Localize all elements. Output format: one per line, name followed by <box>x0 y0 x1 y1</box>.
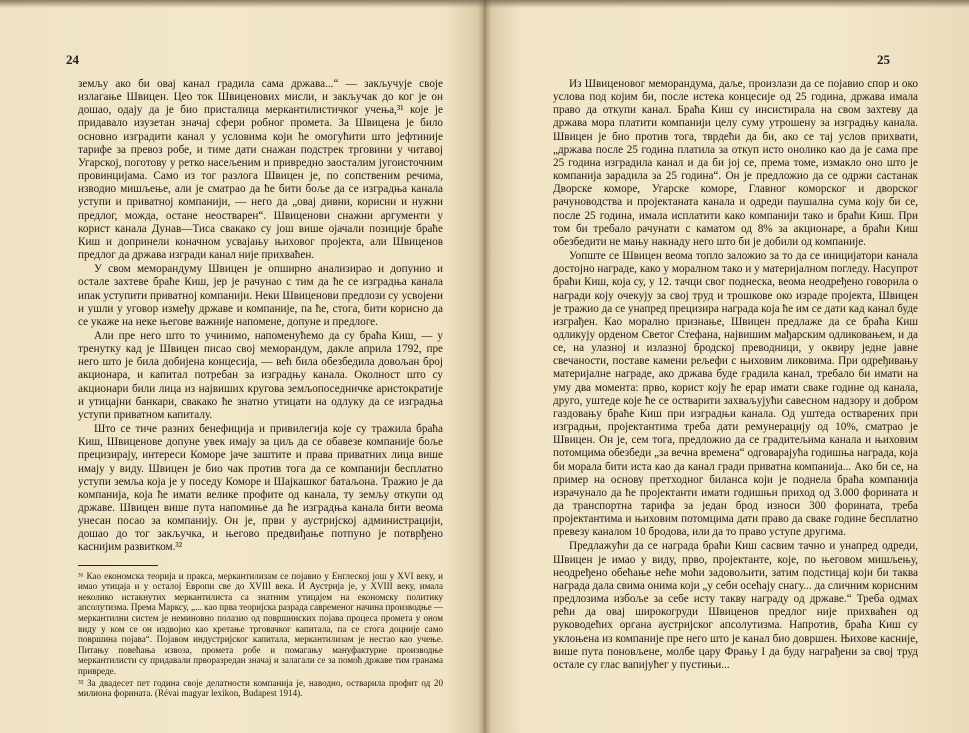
right-page <box>487 0 969 733</box>
paragraph: У свом меморандуму Швицен је опширно анализирао и допунио и остале захтеве браће Киш, јер је рачунао с тим да ће се изградња канала ипак уступити приватној компанији. Неки Швиценови предлози су усвојени и ушли у уговор између државе и компаније, па ће, стога, бити корисно да се укаже на неке његове важније напомене, допуне и предлоге. <box>78 263 443 328</box>
right-page-text <box>553 78 918 672</box>
paragraph: Из Швиценовог меморандума, даље, произлази да се појавио спор и око услова под којим би, после истека концесије од 25 година, држава имала право да откупи канал. Браћа Киш су инсистирала на свом захтеву да држава мора платити компанији целу суму утрошену за изградњу канала. Швицен је био против тога, тврдећи да би, ако се тај услов прихвати, „држава после 25 година платила за откуп исто онолико као да је сама пре 25 година изградила канал и да би јој се, према томе, измакло оно што је компанија зарадила за 25 година“. Он је предложио да се одржи састанак Дворске коморе, Угарске коморе, Главног коморског и дворског рачуноводства и пројектаната канала и одреди паушална сума коју би се, после 25 година, имала исплатити како компанији тако и браћи Киш. При том би требало рачунати с каматом од 8% за акционаре, а браћи Киш обезбедити не мању накнаду него што би је добили од компаније. <box>553 78 918 248</box>
footnote: ³¹ Као економска теорија и пракса, меркантилизам се појавио у Енглеској још у XVI веку, и имао утицаја и у осталој Европи све до XVIII века. И Аустрија је, у XVIII веку, имала неколико истакнутих меркантилиста са знатним утицајем на економску политику апсолутизма. Према Марксу, „... као прва теоријска разрада савременог начина производње — меркантилни систем је неминовно полазио од површинских појава процеса промета у оном виду у ком се он издвојио као кретање трговачког капитала, па се стога доцније само површина појава“. Појавом индустријског капитала, меркантилизам је нестао као учење. Питању повећања извоза, промета робе и помагању мануфактурне производње меркантилисти су придавали прворазредан значај и залагали се за помоћ државе тим гранама привреде. <box>78 570 443 676</box>
footnote-divider <box>78 565 158 566</box>
footnote: ³² За двадесет пет година своје делатности компанија је, наводно, остварила профит од 20 милиона форината. (Révai magyar lexikon, Budapest 1914). <box>78 677 443 699</box>
paragraph: земљу ако би овај канал градила сама држава...“ — закључује своје излагање Швицен. Цео ток Швиценових мисли, и закључак до ког је он дошао, одају да је био присталица меркантилистичког учења,³¹ које је придавало изузетан значај сфери робног промета. За Швицена је било основно изградити канал у условима који ће омогућити што јефтиније тарифе за превоз робе, и тиме дати снажан подстрек трговини у читавој Угарској, поготову у ретко насељеним и привредно заосталим југоисточним провинцијама. Само из тог разлога Швицен је, по сопственим речима, изводио мишљење, али је сматрао да ће бити боље да се изградња канала уступи и приватној компанији, — него да „овај дивни, корисни и нужни предлог, можда, остане неостварен“. Швиценови снажни аргументи у корист канала Дунав—Тиса свакако су још више ојачали позиције браће Киш и допринели коначном усвајању њиховог пројекта, али Швиценов предлог да држава изгради канал није прихваћен. <box>78 78 443 262</box>
paragraph: Уопште се Швицен веома топло заложио за то да се иницијатори канала достојно награде, како у моралном тако и у материјалном погледу. Насупрот браћи Киш, која су, у 12. тачци свог поднеска, веома неодређено говорила о награди коју очекују за свој труд и трошкове око израде пројекта, Швицен је тражио да се унапред прецизира награда која ће им се дати кад канал буде изграђен. Као морално признање, Швицен предлаже да се браћа Киш одликују орденом Светог Стефана, највишим мађарским одликовањем, и да се, на улазној и излазној бродској преводници, у оквиру једне јавне свечаности, поставе камени рељефи с њиховим ликовима. При одређивању материјалне награде, ако држава буде градила канал, требало би имати на уму два момента: прво, корист коју ће ерар имати сваке године од канала, друго, уштеде које ће се остварити захваљујући савесном надзору и добром газдовању браће Киш при изградњи канала. Од уштеда остварених при изградњи, пројектантима треба дати ремунерацију од 10%, сматрао је Швицен. Он је, сем тога, предложио да се градитељима канала и њиховим потомцима обезбеди „за вечна времена“ одговарајућа годишња награда, која би морала бити иста као да канал гради приватна компанија... Ако би се, на пример на основу претходног биланса који је поднела браћа компанија израчунало да ће пројектанти имати годишњи приход од 3.000 форината и да транспортна тарифа за један брод износи 300 форината, треба пројектантима и њиховим потомцима дати право да сваке године бесплатно превезу каналом 10 бродова, или да то право уступе другима. <box>553 250 918 539</box>
page-number: 25 <box>877 52 890 67</box>
left-page-text <box>78 78 443 699</box>
left-page <box>0 0 482 733</box>
paragraph: Што се тиче разних бенефиција и привилегија које су тражила браћа Киш, Швиценове допуне увек имају за циљ да се обавезе компаније боље прецизирају, интереси Коморе јаче заштите и права приватних лица више имају у виду. Швицен је био чак против тога да се компанији бесплатно уступи земља која је у поседу Коморе и Шајкашког батаљона. Тражио је да компанија, која ће имати велике профите од канала, ту земљу откупи од државе. Швицен више пута напомиње да ће изградња канала бити веома унесан посао за компанију. Он је, први у аустријској администрацији, дошао до тог закључка, и његово предвиђање потпуно је потврђено каснијим развитком.³² <box>78 423 443 554</box>
paragraph: Предлажући да се награда браћи Киш сасвим тачно и унапред одреди, Швицен је имао у виду, прво, пројектанте, које, по његовом мишљењу, неодређено обећање неће моћи задовољити, затим подстицај који би таква награда дала свима онима који „у себи осећају снагу... да сличним корисним предлозима избоље за себе исту такву награду од државе.“ Треба одмах рећи да овај широкогруди Швиценов предлог није прихваћен од руководећих органа аустријског апсолутизма. Напротив, браћа Киш су уклоњена из компаније пре него што је канал био довршен. Њихове касније, више пута поновљене, молбе цару Фрању I да буду награђени за свој труд остале су глас вапијућег у пустињи... <box>553 540 918 671</box>
page-number: 24 <box>66 52 79 67</box>
paragraph: Али пре него што то учинимо, напоменућемо да су браћа Киш, — у тренутку кад је Швицен писао свој меморандум, дакле априла 1792, пре него што је била добијена концесија, — већ била обезбедила довољан број акционара, и капитал потребан за изградњу канала. Околност што су акционари били лица из највиших кругова земљопоседничке аристократије и утицајни банкари, свакако ће знатно утицати на одлуку да се изградња уступи приватном капиталу. <box>78 329 443 421</box>
